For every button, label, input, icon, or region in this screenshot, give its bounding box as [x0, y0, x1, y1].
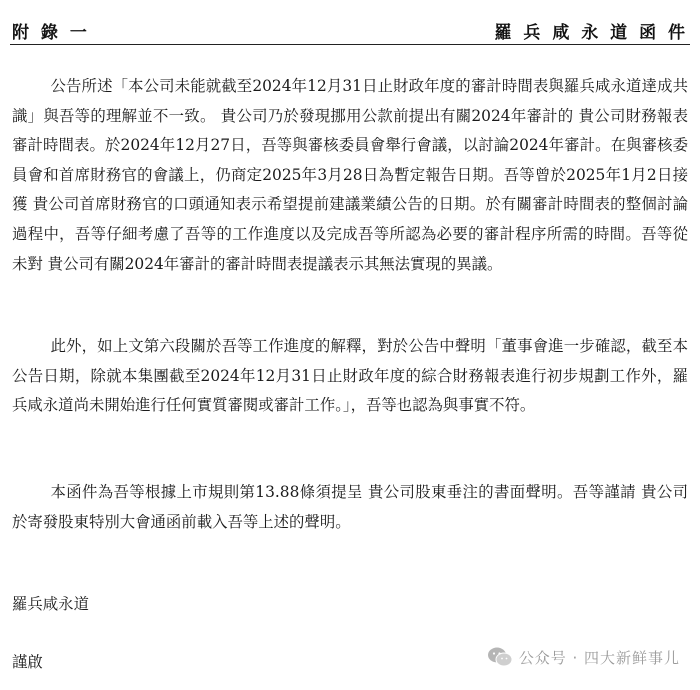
paragraph-work-progress: 此外，如上文第六段關於吾等工作進度的解釋，對於公告中聲明「董事會進一步確認，截至本公告日期，除就本集團截至2024年12月31日止財政年度的綜合財務報表進行初步規劃工作外，羅兵咸永道尚未開始進行任何實質審閱或審計工作。」，吾等也認為與事實不符。 [12, 337, 688, 415]
paragraph-timetable: 公告所述「本公司未能就截至2024年12月31日止財政年度的審計時間表與羅兵咸永道達成共識」與吾等的理解並不一致。 貴公司乃於發現挪用公款前提出有關2024年審計的 貴公司財務報表審計時間表。於2024年12月27日，吾等與審核委員會舉行會議，以討論2024年審計。在與審核委員會和首席財務官的會議上，仍商定2025年3月28日為暫定報告日期。吾等曾於2025年1月2日接獲 貴公司首席財務官的口頭通知表示希望提前建議業績公告的日期。於有關審計時間表的整個討論過程中，吾等仔細考慮了吾等的工作進度以及完成吾等所認為必要的審計程序所需的時間。吾等從未對 貴公司有關2024年審計的審計時間表提議表示其無法實現的異議。 [12, 77, 688, 273]
watermark [487, 646, 680, 668]
watermark-text: 公众号 · 四大新鲜事儿 [518, 648, 680, 667]
paragraph-statement: 本函件為吾等根據上市規則第13.88條須提呈 貴公司股東垂注的書面聲明。吾等謹請 貴公司於寄發股東特別大會通函前載入吾等上述的聲明。 [12, 483, 688, 531]
signature-closing: 謹啟 [12, 653, 43, 671]
wechat-icon [487, 646, 513, 668]
page-header [10, 14, 690, 45]
appendix-label: 附 錄 一 [12, 23, 90, 43]
signature-name: 羅兵咸永道 [12, 595, 89, 613]
letter-source-label: 羅 兵 咸 永 道 函 件 [494, 23, 688, 43]
